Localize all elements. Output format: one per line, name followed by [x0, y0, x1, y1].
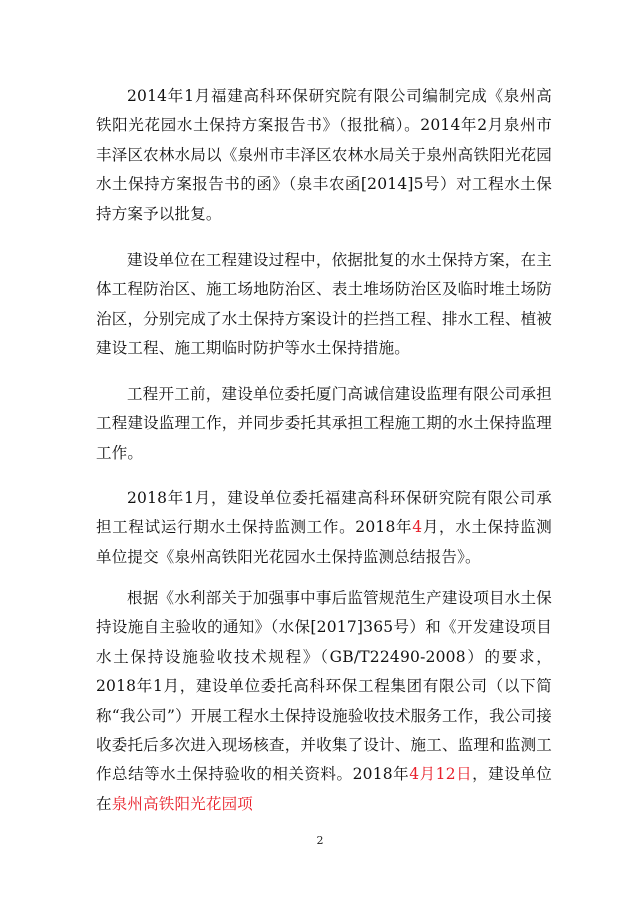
paragraph-plan-approval — [96, 82, 552, 229]
paragraph-text: 工程开工前，建设单位委托厦门高诚信建设监理有限公司承担工程建设监理工作，并同步委托其承担工程施工期的水土保持监理工作。 — [96, 385, 552, 462]
paragraph-text: 月，水土保持监测单位提交《泉州高铁阳光花园水土保持监测总结报告》。 — [96, 518, 552, 566]
highlighted-month: 4 — [412, 518, 423, 537]
paragraph-text: 根据《水利部关于加强事中事后监管规范生产建设项目水土保持设施自主验收的通知》（水保[2017]365号）和《开发建设项目水土保持设施验收技术规程》（GB/T22490-2008）的要求，2018年1月，建设单位委托高科环保工程集团有限公司（以下简称“我公司”）开展工程水土保持设施验收技术服务工作，我公司接收委托后多次进入现场核查，并收集了设计、施工、监理和监测工作总结等水土保持验收的相关资料。2018年 — [96, 589, 552, 784]
paragraph-supervision — [96, 380, 552, 468]
page-number: 2 — [316, 834, 324, 847]
paragraph-text: 建设单位在工程建设过程中，依据批复的水土保持方案，在主体工程防治区、施工场地防治区、表土堆场防治区及临时堆土场防治区，分别完成了水土保持方案设计的拦挡工程、排水工程、植被建设工程、施工期临时防护等水土保持措施。 — [96, 251, 552, 358]
highlighted-project-name: 泉州高铁阳光花园项 — [111, 794, 254, 813]
paragraph-text: 2018年1月，建设单位委托福建高科环保研究院有限公司承担工程试运行期水土保持监测工作。2018年 — [96, 489, 552, 537]
paragraph-monitoring — [96, 484, 552, 572]
paragraph-text: 2014年1月福建高科环保研究院有限公司编制完成《泉州高铁阳光花园水土保持方案报告书》（报批稿）。2014年2月泉州市丰泽区农林水局以《泉州市丰泽区农林水局关于泉州高铁阳光花园水土保持方案报告书的函》（泉丰农函[2014]5号）对工程水土保持方案予以批复。 — [96, 87, 552, 223]
paragraph-construction-measures — [96, 246, 552, 364]
highlighted-date: 4月12日 — [409, 765, 473, 784]
paragraph-acceptance — [96, 584, 552, 819]
paragraph-text: ，建设单位在 — [96, 765, 552, 813]
